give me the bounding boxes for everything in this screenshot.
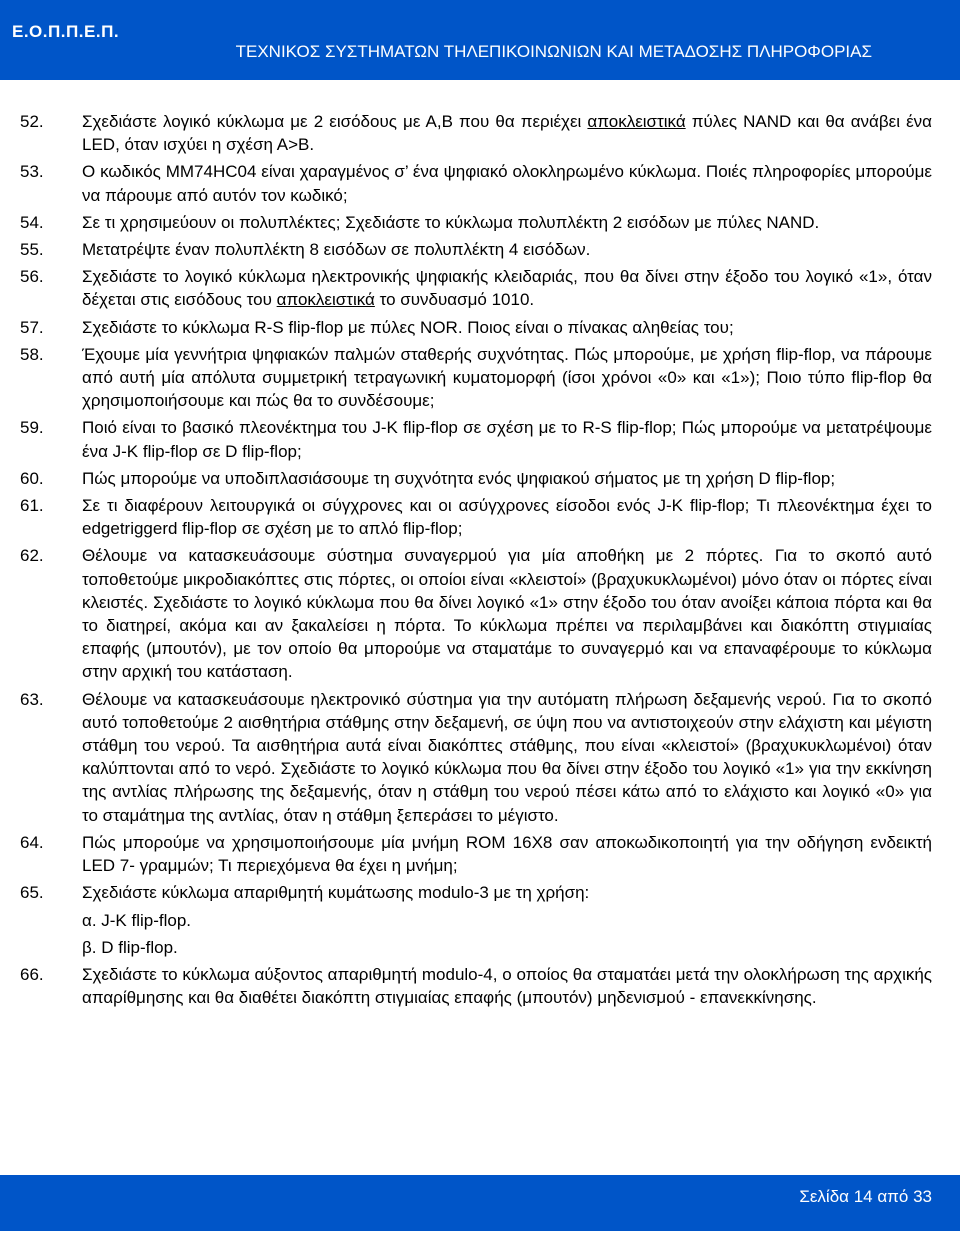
question-text: Θέλουμε να κατασκευάσουμε ηλεκτρονικό σύστημα για την αυτόματη πλήρωση δεξαμενής νερού. Για το σκοπό αυτό τοποθετούμε 2 αισθητήρια στάθμης στην δεξαμενή, σε ύψη που να αντιστοιχεούν στην ελάχιστη και μέγιστη στάθμη του νερού. Τα αισθητήρια αυτά είναι διακόπτες στάθμης, που είναι «κλειστοί» (βραχυκυκλωμένοι) όταν καλύπτονται από το νερό. Σχεδιάστε το λογικό κύκλωμα που θα δίνει στην έξοδο του λογικό «1» για την εκκίνηση της αντλίας πλήρωσης της δεξαμενής, όταν η στάθμη του νερού πέσει κάτω από το ελάχιστο και λογικό «0» για το σταμάτημα της αντλίας, όταν η στάθμη ξεπεράσει το μέγιστο.: [82, 689, 932, 825]
question-text: Σχεδιάστε λογικό κύκλωμα με 2 εισόδους με Α,Β που θα περιέχει αποκλειστικά πύλες NAND και θα ανάβει ένα LED, όταν ισχύει η σχέση Α>Β.: [82, 112, 932, 155]
header-bar: [0, 0, 960, 80]
question-item: [20, 688, 932, 827]
question-text: Σε τι χρησιμεύουν οι πολυπλέκτες; Σχεδιάστε το κύκλωμα πολυπλέκτη 2 εισόδων με πύλες NAND.: [82, 212, 820, 232]
question-text: Έχουμε μία γεννήτρια ψηφιακών παλμών σταθερής συχνότητας. Πώς μπορούμε, με χρήση flip-flop, να πάρουμε από αυτή μία απόλυτα συμμετρική τετραγωνική κυματομορφή (ίσοι χρόνοι «0» και «1»); Ποιο τύπο flip-flop θα χρησιμοποιήσουμε και πώς θα το συνδέσουμε;: [82, 344, 932, 411]
question-text: Ο κωδικός MM74HC04 είναι χαραγμένος σ’ ένα ψηφιακό ολοκληρωμένο κύκλωμα. Ποιές πληροφορίες μπορούμε να πάρουμε από αυτόν τον κωδικό;: [82, 162, 932, 205]
question-text: Σχεδιάστε το λογικό κύκλωμα ηλεκτρονικής ψηφιακής κλειδαριάς, που θα δίνει στην έξοδο του λογικό «1», όταν δέχεται στις εισόδους του αποκλειστικά το συνδυασμό 1010.: [82, 267, 932, 310]
organization-name: Ε.Ο.Π.Π.Ε.Π.: [12, 22, 120, 41]
footer-bar: [0, 1175, 960, 1231]
question-text: Σχεδιάστε κύκλωμα απαριθμητή κυμάτωσης modulo-3 με τη χρήση:: [82, 883, 590, 903]
question-text: Πώς μπορούμε να υποδιπλασιάσουμε τη συχνότητα ενός ψηφιακού σήματος με τη χρήση D flip-flop;: [82, 468, 836, 488]
question-number: 58.: [20, 344, 44, 364]
question-text: Ποιό είναι το βασικό πλεονέκτημα του J-K flip-flop σε σχέση με το R-S flip-flop; Πώς μπορούμε να μετατρέψουμε ένα J-K flip-flop σε D flip-flop;: [82, 418, 932, 461]
question-item: [20, 110, 932, 156]
question-item: [20, 494, 932, 540]
question-text: Θέλουμε να κατασκευάσουμε σύστημα συναγερμού για μία αποθήκη με 2 πόρτες. Για το σκοπό αυτό τοποθετούμε μικροδιακόπτες στις πόρτες, οι οποίοι είναι «κλειστοί» (βραχυκυκλωμένοι) μόνο όταν οι πόρτες είναι κλειστές. Σχεδιάστε το λογικό κύκλωμα που θα δίνει λογικό «1» στην έξοδο του όταν ανοίξει κάποια πόρτα και θα το διατηρεί, ακόμα και αν ξακαλείσει η πόρτα. Το κύκλωμα πρέπει να περιλαμβάνει και διακόπτη στιγμιαίας επαφής (μπουτόν), με τον οποίο θα μπορούμε να σταματάμε το συναγερμό και να επαναφέρουμε το κύκλωμα στην αρχική του κατάσταση.: [82, 546, 932, 682]
question-number: 60.: [20, 468, 44, 488]
question-text: Σχεδιάστε το κύκλωμα αύξοντος απαριθμητή modulo-4, ο οποίος θα σταματάει μετά την ολοκλήρωση της αρχικής απαρίθμησης και θα διαθέτει διακόπτη στιγμιαίας επαφής (μπουτόν) μηδενισμού - επανεκκίνησης.: [82, 964, 932, 1008]
question-number: 61.: [20, 496, 44, 516]
question-number: 52.: [20, 112, 44, 131]
question-number: 66.: [20, 964, 44, 984]
question-number: 54.: [20, 212, 44, 232]
question-number: 56.: [20, 267, 44, 287]
question-number: 57.: [20, 317, 44, 337]
question-number: 65.: [20, 883, 44, 903]
page-number: Σελίδα 14 από 33: [799, 1187, 932, 1206]
underlined-word: αποκλειστικά: [587, 112, 686, 131]
question-number: 63.: [20, 689, 44, 709]
question-item: [20, 881, 932, 959]
question-item: [20, 467, 932, 490]
document-title: ΤΕΧΝΙΚΟΣ ΣΥΣΤΗΜΑΤΩΝ ΤΗΛΕΠΙΚΟΙΝΩΝΙΩΝ ΚΑΙ ΜΕΤΑΔΟΣΗΣ ΠΛΗΡΟΦΟΡΙΑΣ: [235, 42, 872, 61]
question-item: [20, 160, 932, 206]
question-item: [20, 211, 932, 234]
question-item: [20, 343, 932, 413]
question-item: [20, 238, 932, 261]
sub-item-a: α. J-K flip-flop.: [82, 910, 192, 930]
question-item: [20, 265, 932, 311]
question-text: Πώς μπορούμε να χρησιμοποιήσουμε μία μνήμη ROM 16X8 σαν αποκωδικοποιητή για την οδήγηση ενδεικτή LED 7- γραμμών; Τι περιεχόμενα θα έχει η μνήμη;: [82, 832, 932, 876]
question-text: Μετατρέψτε έναν πολυπλέκτη 8 εισόδων σε πολυπλέκτη 4 εισόδων.: [82, 240, 591, 260]
question-number: 62.: [20, 546, 44, 566]
question-item: [20, 416, 932, 462]
question-list: [20, 110, 932, 1013]
question-item: [20, 544, 932, 683]
sub-item-b: β. D flip-flop.: [82, 937, 178, 957]
question-item: [20, 316, 932, 339]
question-number: 64.: [20, 832, 44, 852]
question-number: 59.: [20, 418, 44, 438]
question-text: Σχεδιάστε το κύκλωμα R-S flip-flop με πύλες NOR. Ποιος είναι ο πίνακας αληθείας του;: [82, 317, 734, 337]
question-number: 53.: [20, 162, 44, 182]
underlined-word: αποκλειστικά: [276, 290, 375, 310]
question-item: [20, 831, 932, 877]
question-text: Σε τι διαφέρουν λειτουργικά οι σύγχρονες και οι ασύγχρονες είσοδοι ενός J-K flip-flop; Τι πλεονέκτημα έχει το edgetriggerd flip-flop σε σχέση με το απλό flip-flop;: [82, 496, 932, 539]
question-item: [20, 963, 932, 1009]
question-number: 55.: [20, 240, 44, 260]
